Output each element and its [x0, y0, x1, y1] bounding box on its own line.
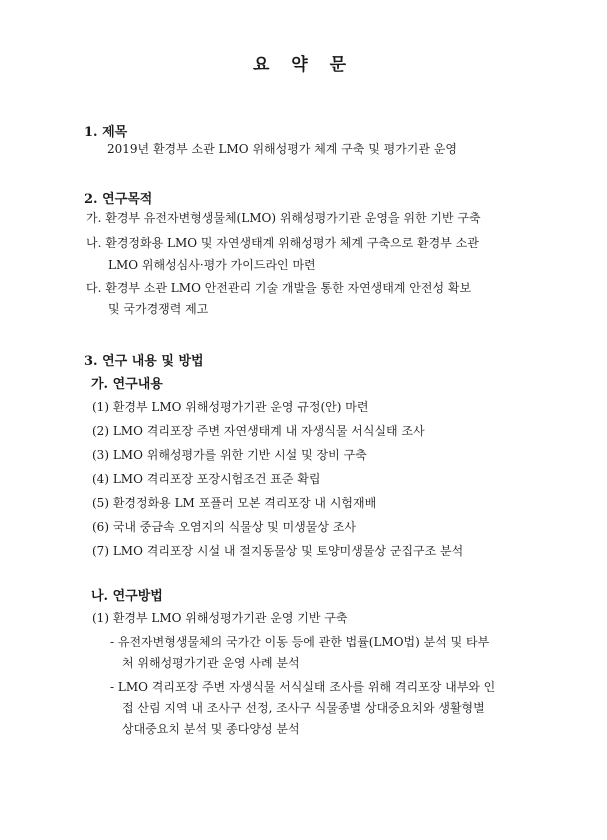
- method-item-1: (1) 환경부 LMO 위해성평가기관 운영 기반 구축: [92, 611, 348, 625]
- content-item: (4) LMO 격리포장 포장시험조건 표준 확립: [92, 472, 321, 486]
- content-item: (7) LMO 격리포장 시설 내 절지동물상 및 토양미생물상 군집구조 분석: [92, 544, 464, 558]
- purpose-item-b-line2: LMO 위해성심사·평가 가이드라인 마련: [108, 258, 316, 272]
- page-title: 요 약 문: [252, 55, 355, 75]
- purpose-item-c-line2: 및 국가경쟁력 제고: [108, 302, 209, 316]
- content-item: (1) 환경부 LMO 위해성평가기관 운영 규정(안) 마련: [92, 400, 369, 414]
- research-method-heading: 나. 연구방법: [91, 589, 163, 604]
- content-item: (2) LMO 격리포장 주변 자연생태계 내 자생식물 서식실태 조사: [92, 424, 425, 438]
- section-1-heading: 1. 제목: [84, 125, 128, 140]
- research-content-heading: 가. 연구내용: [91, 377, 163, 392]
- section-3-heading: 3. 연구 내용 및 방법: [84, 354, 204, 369]
- method-detail-1-line1: - 유전자변형생물체의 국가간 이동 등에 관한 법률(LMO법) 분석 및 타부: [110, 635, 490, 649]
- section-2-heading: 2. 연구목적: [84, 192, 153, 207]
- method-detail-1-line2: 처 위해성평가기관 운영 사례 분석: [122, 656, 300, 670]
- content-item: (3) LMO 위해성평가를 위한 기반 시설 및 장비 구축: [92, 448, 367, 462]
- method-detail-2-line2: 접 산림 지역 내 조사구 선정, 조사구 식물종별 상대중요치와 생활형별: [122, 701, 485, 715]
- purpose-item-b-line1: 나. 환경정화용 LMO 및 자연생태계 위해성평가 체계 구축으로 환경부 소관: [86, 236, 479, 250]
- purpose-item-a: 가. 환경부 유전자변형생물체(LMO) 위해성평가기관 운영을 위한 기반 구축: [86, 211, 481, 225]
- research-title-text: 2019년 환경부 소관 LMO 위해성평가 체계 구축 및 평가기관 운영: [107, 142, 457, 156]
- method-detail-2-line1: - LMO 격리포장 주변 자생식물 서식실태 조사를 위해 격리포장 내부와 인: [110, 680, 496, 694]
- method-detail-2-line3: 상대중요치 분석 및 종다양성 분석: [122, 722, 300, 736]
- purpose-item-c-line1: 다. 환경부 소관 LMO 안전관리 기술 개발을 통한 자연생태계 안전성 확보: [86, 281, 472, 295]
- content-item: (6) 국내 중금속 오염지의 식물상 및 미생물상 조사: [92, 520, 356, 534]
- content-item: (5) 환경정화용 LM 포플러 모본 격리포장 내 시험재배: [92, 496, 377, 510]
